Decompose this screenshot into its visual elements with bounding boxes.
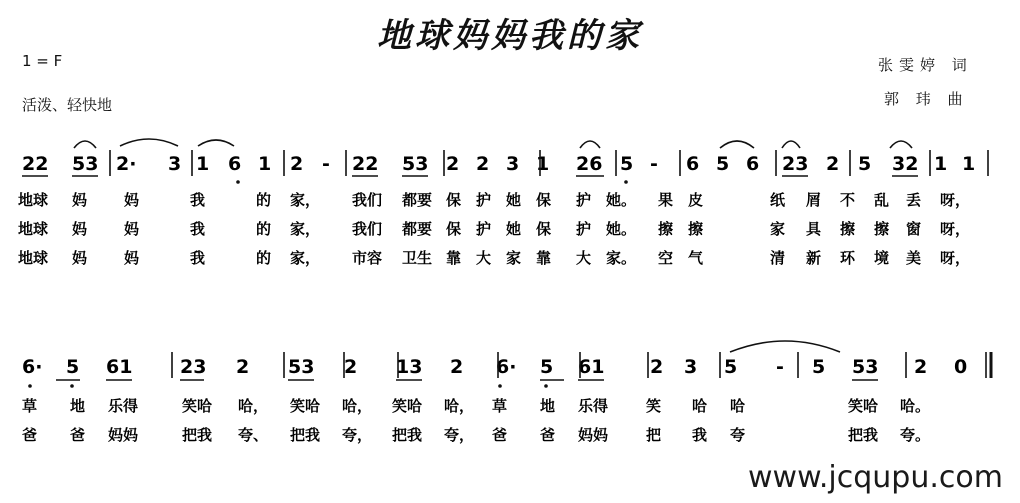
note: 5 — [540, 356, 554, 378]
lyric: 的 — [256, 220, 272, 238]
lyric: 她。 — [606, 191, 637, 209]
note: 2 — [446, 153, 460, 175]
lyric: 妈 — [124, 249, 140, 267]
note: 2 — [826, 153, 840, 175]
lyric: 妈 — [72, 249, 88, 267]
tie — [74, 141, 96, 148]
lyric: 她 — [506, 220, 522, 238]
lyric: 把我 — [182, 426, 213, 444]
lyric: 我们 — [352, 191, 383, 209]
octave-dot — [498, 384, 502, 388]
note: - — [650, 153, 658, 175]
note: 0 — [954, 356, 968, 378]
note: 6 — [686, 153, 700, 175]
octave-dot — [624, 180, 628, 184]
lyric: 清 — [770, 249, 786, 267]
note: 1 — [258, 153, 272, 175]
lyric: 夸 — [730, 426, 746, 444]
lyric: 靠 — [446, 249, 462, 267]
lyric: 妈 — [72, 220, 88, 238]
lyric: 家 — [506, 249, 522, 267]
lyric: 夸， — [342, 426, 373, 444]
note: 5 — [716, 153, 730, 175]
note: 2 — [344, 356, 358, 378]
lyric: 家， — [290, 220, 321, 238]
lyric: 美 — [906, 249, 922, 267]
lyric: 擦 — [874, 220, 890, 238]
note: 61 — [106, 356, 133, 378]
note: 5 — [620, 153, 634, 175]
tie — [120, 139, 178, 146]
lyric: 爸 — [22, 426, 38, 444]
lyric: 擦 — [658, 220, 674, 238]
lyric: 窗 — [906, 220, 922, 238]
note: 2 — [476, 153, 490, 175]
tie — [720, 141, 754, 148]
note: 5 — [812, 356, 826, 378]
lyric: 呀， — [940, 220, 971, 238]
note: 53 — [402, 153, 429, 175]
note: 3 — [684, 356, 698, 378]
lyric: 夸， — [444, 426, 475, 444]
note: 1 — [536, 153, 550, 175]
lyric: 爸 — [492, 426, 508, 444]
lyric: 妈妈 — [578, 426, 609, 444]
lyric: 笑哈 — [392, 397, 423, 415]
tie — [580, 141, 600, 148]
lyric: 乐得 — [578, 397, 609, 415]
lyric: 大 — [576, 249, 592, 267]
lyric: 护 — [476, 191, 492, 209]
lyric: 草 — [22, 397, 38, 415]
lyric: 地 — [70, 397, 86, 415]
lyric: 果 — [658, 191, 674, 209]
lyric: 她。 — [606, 220, 637, 238]
lyric: 地 — [540, 397, 556, 415]
note: 61 — [578, 356, 605, 378]
lyric: 的 — [256, 191, 272, 209]
lyric: 我 — [190, 220, 206, 238]
lyric: 家 — [770, 220, 786, 238]
lyric: 笑哈 — [182, 397, 213, 415]
note: 2 — [290, 153, 304, 175]
lyric: 保 — [536, 191, 552, 209]
lyric: 环 — [840, 249, 856, 267]
tie — [198, 140, 234, 146]
song-title: 地球妈妈我的家 — [377, 16, 643, 56]
note: 5 — [724, 356, 738, 378]
note: 23 — [180, 356, 207, 378]
lyric: 哈 — [692, 397, 708, 415]
lyric: 护 — [576, 191, 592, 209]
note: 22 — [22, 153, 49, 175]
note: 32 — [892, 153, 919, 175]
lyric: 爸 — [70, 426, 86, 444]
lyric: 哈 — [730, 397, 746, 415]
lyric: 夸。 — [900, 426, 931, 444]
lyric: 气 — [688, 249, 704, 267]
lyric: 妈 — [124, 220, 140, 238]
lyric: 爸 — [540, 426, 556, 444]
lyric: 夸、 — [238, 426, 269, 444]
lyric: 笑哈 — [290, 397, 321, 415]
lyric: 乱 — [874, 191, 890, 209]
note: 5 — [66, 356, 80, 378]
lyric: 不 — [840, 191, 856, 209]
lyric: 我 — [190, 249, 206, 267]
tie — [782, 141, 800, 148]
lyric: 擦 — [840, 220, 856, 238]
lyric: 皮 — [688, 191, 704, 209]
lyricist-credit: 张雯婷 词 — [878, 56, 973, 74]
lyric: 哈， — [342, 397, 373, 415]
lyric: 新 — [806, 249, 822, 267]
lyric: 擦 — [688, 220, 704, 238]
note: 6· — [22, 356, 43, 378]
note: 22 — [352, 153, 379, 175]
lyric: 空 — [658, 249, 674, 267]
lyric: 哈。 — [900, 397, 931, 415]
lyric: 丢 — [906, 191, 922, 209]
note: 23 — [782, 153, 809, 175]
note: 1 — [934, 153, 948, 175]
note: 13 — [396, 356, 423, 378]
lyric: 呀， — [940, 249, 971, 267]
lyric: 家， — [290, 249, 321, 267]
lyric: 屑 — [806, 191, 822, 209]
lyric: 她 — [506, 191, 522, 209]
lyric: 我 — [692, 426, 708, 444]
lyric: 把 — [646, 426, 662, 444]
note: 1 — [962, 153, 976, 175]
tempo-marking: 活泼、轻快地 — [22, 96, 113, 114]
lyric: 哈， — [238, 397, 269, 415]
note: 6 — [746, 153, 760, 175]
key-signature: 1 = F — [22, 52, 63, 70]
note: 3 — [168, 153, 182, 175]
note: 5 — [858, 153, 872, 175]
lyric: 把我 — [290, 426, 321, 444]
lyric: 地球 — [18, 220, 49, 238]
lyric: 都要 — [402, 191, 433, 209]
lyric: 地球 — [18, 249, 49, 267]
lyric: 笑 — [646, 397, 662, 415]
lyric: 纸 — [770, 191, 786, 209]
lyric: 乐得 — [108, 397, 139, 415]
lyric: 护 — [576, 220, 592, 238]
lyric: 草 — [492, 397, 508, 415]
note: 53 — [72, 153, 99, 175]
note: 53 — [288, 356, 315, 378]
note: 2· — [116, 153, 137, 175]
slur — [730, 341, 840, 352]
note: 2 — [236, 356, 250, 378]
lyric: 笑哈 — [848, 397, 879, 415]
lyric: 境 — [874, 249, 890, 267]
note: 2 — [450, 356, 464, 378]
lyric: 保 — [446, 191, 462, 209]
lyric: 保 — [446, 220, 462, 238]
lyric: 妈妈 — [108, 426, 139, 444]
octave-dot — [28, 384, 32, 388]
note: 53 — [852, 356, 879, 378]
note: 1 — [196, 153, 210, 175]
octave-dot — [236, 180, 240, 184]
watermark: www.jcqupu.com — [748, 460, 1003, 495]
lyric: 哈， — [444, 397, 475, 415]
lyric: 靠 — [536, 249, 552, 267]
lyric: 妈 — [124, 191, 140, 209]
lyric: 保 — [536, 220, 552, 238]
lyric: 大 — [476, 249, 492, 267]
note: - — [776, 356, 784, 378]
lyric: 家， — [290, 191, 321, 209]
lyric: 呀， — [940, 191, 971, 209]
octave-dot — [70, 384, 74, 388]
lyric: 具 — [806, 220, 822, 238]
note: 3 — [506, 153, 520, 175]
note: 2 — [650, 356, 664, 378]
lyric: 妈 — [72, 191, 88, 209]
lyric: 把我 — [848, 426, 879, 444]
lyric: 市容 — [352, 249, 383, 267]
octave-dot — [544, 384, 548, 388]
note: 26 — [576, 153, 603, 175]
lyric: 卫生 — [402, 249, 433, 267]
lyric: 我们 — [352, 220, 383, 238]
note: - — [322, 153, 330, 175]
lyric: 家。 — [606, 249, 637, 267]
note: 6· — [496, 356, 517, 378]
tie — [890, 141, 912, 148]
lyric: 护 — [476, 220, 492, 238]
composer-credit: 郭 玮 曲 — [884, 90, 969, 108]
note: 6 — [228, 153, 242, 175]
note: 2 — [914, 356, 928, 378]
lyric: 地球 — [18, 191, 49, 209]
lyric: 我 — [190, 191, 206, 209]
lyric: 把我 — [392, 426, 423, 444]
lyric: 都要 — [402, 220, 433, 238]
lyric: 的 — [256, 249, 272, 267]
